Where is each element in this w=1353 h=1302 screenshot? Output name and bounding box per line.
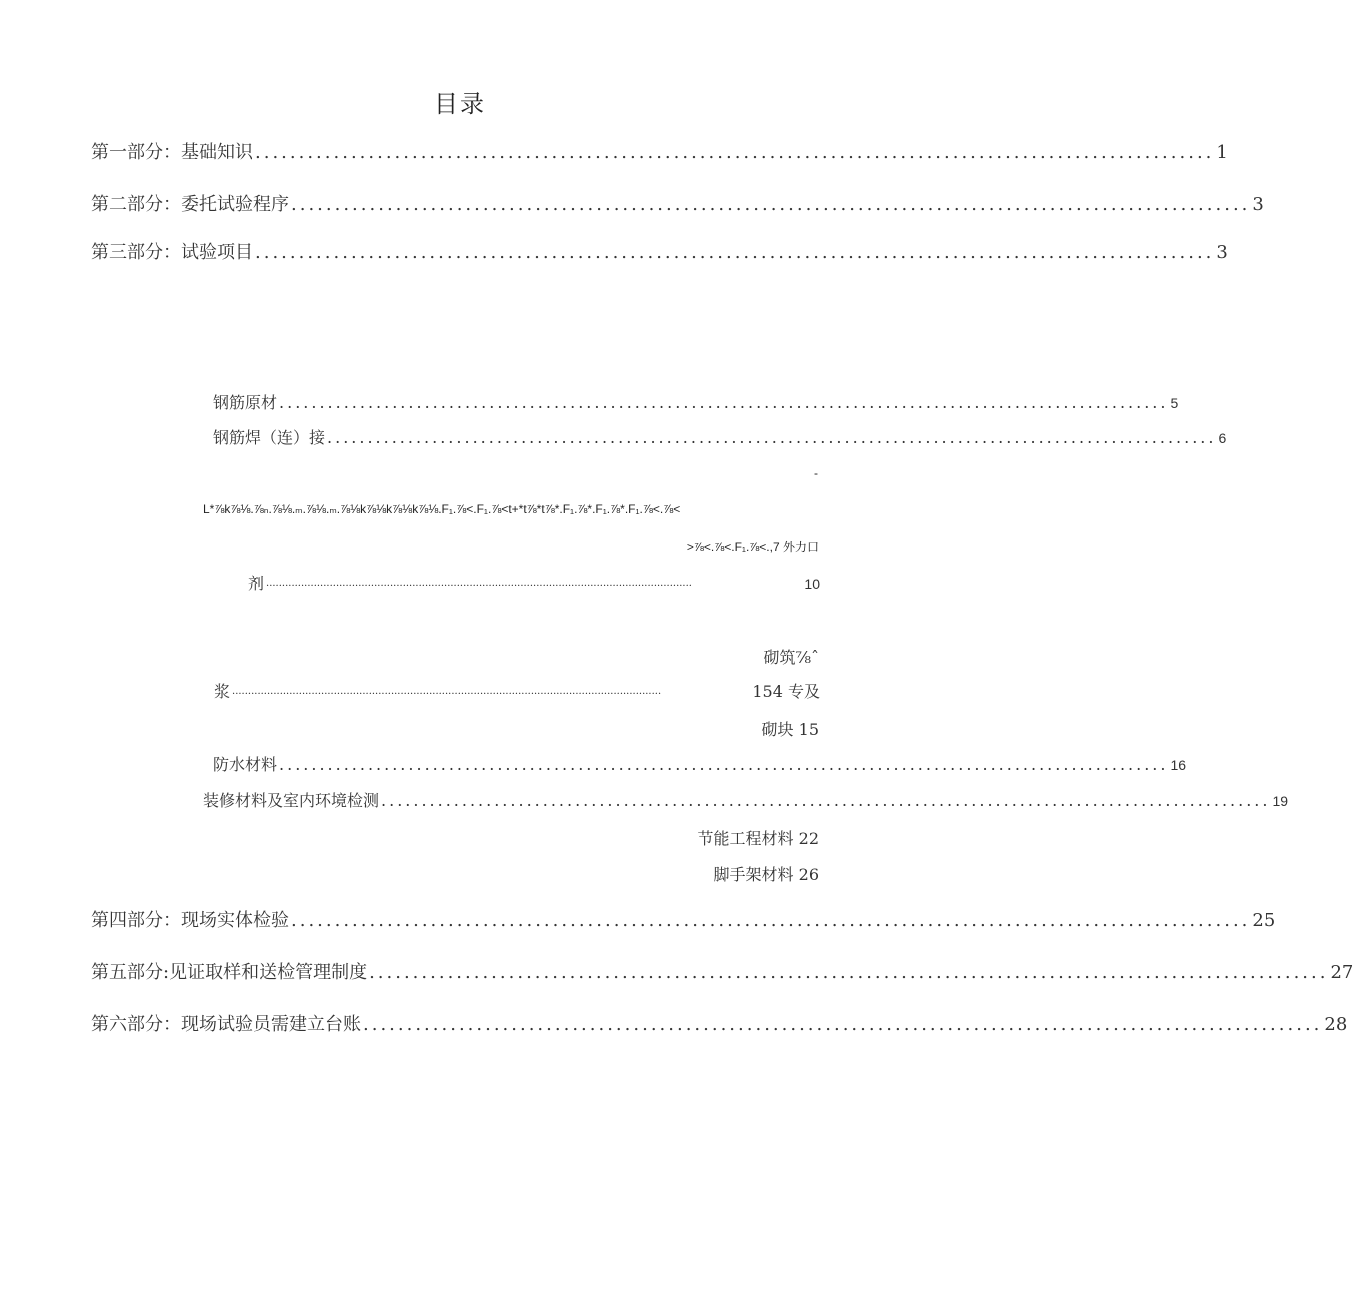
- toc-page-number: 3: [1252, 194, 1264, 215]
- toc-page-number: 1: [1216, 142, 1228, 163]
- toc-entry-rebar-raw[interactable]: [213, 389, 1179, 417]
- toc-entry-label: 第一部分：基础知识: [91, 142, 253, 163]
- toc-entry-masonry-block[interactable]: 砌块 15: [761, 720, 819, 739]
- garbled-line-2: [687, 536, 819, 555]
- toc-page-number: 3: [1216, 242, 1228, 263]
- dot-leader: ..............................................................................................................: [369, 962, 1329, 983]
- toc-page-number: 16: [1170, 757, 1187, 773]
- toc-entry-part-2[interactable]: [91, 191, 1264, 219]
- dot-leader: ..............................................................................................................: [327, 428, 1217, 447]
- toc-page-number: 10: [804, 576, 820, 592]
- toc-entry-part-5[interactable]: [91, 959, 1353, 987]
- dot-leader: ..............................................................................................................: [255, 142, 1215, 163]
- masonry-mortar-fragment: 砌筑⅞ˆ: [763, 648, 819, 667]
- toc-entry-label: 钢筋原材: [213, 393, 278, 412]
- toc-entry-label: 浆: [214, 682, 231, 701]
- toc-entry-label: 防水材料: [213, 755, 278, 774]
- toc-entry-mortar[interactable]: [214, 678, 820, 706]
- dot-leader: ..............................................................................................................: [279, 755, 1169, 774]
- toc-entry-label: 第五部分:见证取样和送检管理制度: [91, 962, 368, 983]
- toc-entry-scaffold[interactable]: 脚手架材料 26: [713, 865, 819, 884]
- dot-leader: ..............................................................................................................: [291, 910, 1251, 931]
- toc-page-number: 6: [1218, 430, 1227, 446]
- toc-page-number: 27: [1330, 962, 1353, 983]
- garbled-line-2-text: >⅞<.⅞<.F₁.⅞<.,7 外力口: [686, 540, 819, 554]
- toc-page-number: 154 专及: [752, 682, 820, 701]
- toc-entry-part-4[interactable]: [91, 907, 1276, 935]
- toc-entry-part-1[interactable]: [91, 139, 1228, 167]
- garbled-dash: -: [814, 466, 818, 480]
- toc-page-number: 25: [1252, 910, 1276, 931]
- toc-entry-label: 装修材料及室内环境检测: [203, 791, 380, 810]
- toc-entry-rebar-weld[interactable]: [213, 424, 1227, 452]
- toc-page-number: 28: [1324, 1014, 1348, 1035]
- dot-leader: ..............................................................................................................: [363, 1014, 1323, 1035]
- garbled-line-1: L*⅞k⅞⅛.⅞ₙ.⅞⅛.ₘ.⅞⅛.ₘ.⅞⅛k⅞⅛k⅞⅛k⅞⅛.F₁.⅞<.F₁.⅞<t+*t⅞*t⅞*.F₁.⅞*.F₁.⅞*.F₁.⅞<.⅞<: [203, 502, 681, 516]
- dot-leader: ..............................................................................................................: [279, 393, 1169, 412]
- toc-entry-admixture[interactable]: [248, 570, 820, 598]
- toc-page-number: 5: [1170, 395, 1179, 411]
- toc-title: 目录: [434, 90, 486, 118]
- toc-page-number: 19: [1272, 793, 1289, 809]
- toc-entry-label: 第三部分：试验项目: [91, 242, 253, 263]
- toc-entry-part-3[interactable]: [91, 239, 1228, 267]
- toc-entry-energy-saving[interactable]: 节能工程材料 22: [697, 829, 819, 848]
- toc-entry-label: 钢筋焊（连）接: [213, 428, 326, 447]
- dot-leader: ······································································································································: [266, 581, 692, 592]
- toc-entry-label: 第二部分：委托试验程序: [91, 194, 289, 215]
- dot-leader: ..............................................................................................................: [255, 242, 1215, 263]
- dot-leader: ..............................................................................................................: [381, 791, 1271, 810]
- toc-entry-label: 第六部分：现场试验员需建立台账: [91, 1014, 361, 1035]
- dot-leader: ..............................................................................................................: [291, 194, 1251, 215]
- dot-leader: ·······································································································································: [232, 689, 662, 700]
- toc-entry-label: 第四部分：现场实体检验: [91, 910, 289, 931]
- toc-entry-label: 剂: [248, 574, 265, 593]
- toc-entry-part-6[interactable]: [91, 1011, 1348, 1039]
- toc-entry-decoration[interactable]: [203, 787, 1289, 815]
- toc-entry-waterproof[interactable]: [213, 751, 1187, 779]
